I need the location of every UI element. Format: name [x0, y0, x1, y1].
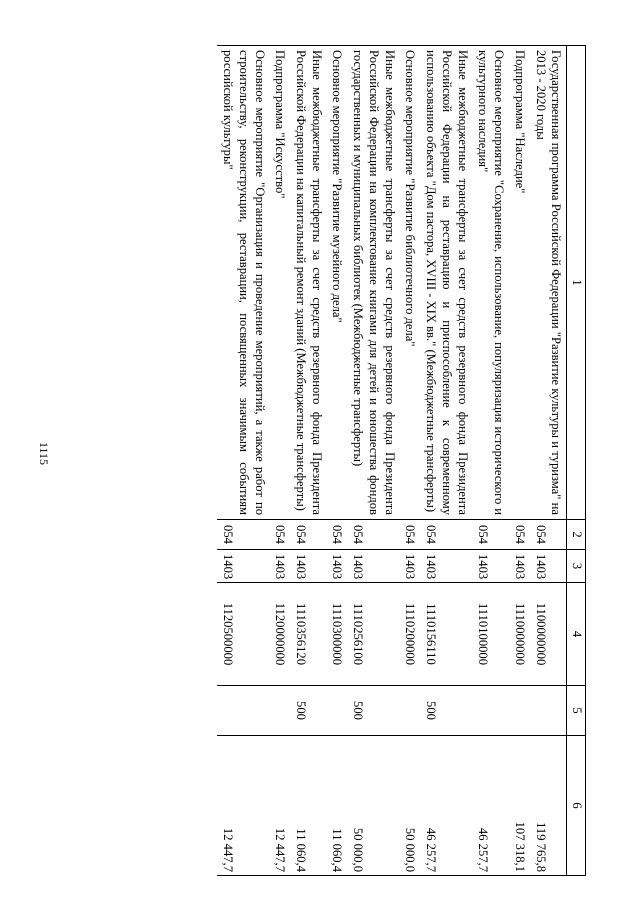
- table-row: [270, 46, 291, 876]
- expense-type-code: [400, 686, 421, 736]
- table-header-row: [567, 46, 586, 876]
- expense-type-code: 500: [290, 686, 326, 736]
- section-code: 1403: [530, 550, 567, 583]
- section-code: 1403: [327, 550, 348, 583]
- amount: 11 060,4: [290, 736, 326, 876]
- section-code: 1403: [270, 550, 291, 583]
- expense-type-code: 500: [420, 686, 472, 736]
- table-row: [217, 46, 269, 876]
- ministry-code: 054: [217, 520, 269, 550]
- target-article-code: 1110100000: [473, 583, 509, 686]
- page-number: 1115: [37, 441, 52, 466]
- header-col-6: 6: [567, 736, 586, 876]
- header-col-2: 2: [567, 520, 586, 550]
- ministry-code: 054: [400, 520, 421, 550]
- section-code: 1403: [400, 550, 421, 583]
- table-row: [347, 46, 399, 876]
- expense-type-code: [530, 686, 567, 736]
- table-row: [473, 46, 509, 876]
- amount: 11 060,4: [327, 736, 348, 876]
- ministry-code: 054: [530, 520, 567, 550]
- section-code: 1403: [347, 550, 399, 583]
- target-article-code: 1110200000: [400, 583, 421, 686]
- amount: 12 447,7: [270, 736, 291, 876]
- amount: 107 318,1: [509, 736, 530, 876]
- ministry-code: 054: [327, 520, 348, 550]
- target-article-code: 1120000000: [270, 583, 291, 686]
- table-body: [217, 46, 566, 876]
- section-code: 1403: [290, 550, 326, 583]
- ministry-code: 054: [420, 520, 472, 550]
- ministry-code: 054: [509, 520, 530, 550]
- header-col-3: 3: [567, 550, 586, 583]
- row-name: Основное мероприятие "Сохранение, использование, популяризация исторического и культурного наследия": [473, 46, 509, 520]
- target-article-code: 1100000000: [530, 583, 567, 686]
- table-row: [530, 46, 567, 876]
- expense-type-code: [270, 686, 291, 736]
- table-row: [290, 46, 326, 876]
- amount: 46 257,7: [473, 736, 509, 876]
- section-code: 1403: [217, 550, 269, 583]
- expense-type-code: [473, 686, 509, 736]
- expense-type-code: 500: [347, 686, 399, 736]
- amount: 46 257,7: [420, 736, 472, 876]
- section-code: 1403: [420, 550, 472, 583]
- target-article-code: 1110300000: [327, 583, 348, 686]
- expense-type-code: [327, 686, 348, 736]
- row-name: Основное мероприятие "Развитие музейного дела": [327, 46, 348, 520]
- target-article-code: 1110156110: [420, 583, 472, 686]
- budget-table: [217, 45, 586, 876]
- target-article-code: 1110000000: [509, 583, 530, 686]
- row-name: Иные межбюджетные трансферты за счет средств резервного фонда Президента Российской Федерации на комплектование книгами для детей и юношества фондов государственных и муниципальных библиотек (Межбюджетные трансферты): [347, 46, 399, 520]
- ministry-code: 054: [290, 520, 326, 550]
- expense-type-code: [509, 686, 530, 736]
- row-name: Государственная программа Российской Федерации "Развитие культуры и туризма" на 2013 - 2020 годы: [530, 46, 567, 520]
- target-article-code: 1110256100: [347, 583, 399, 686]
- row-name: Иные межбюджетные трансферты за счет средств резервного фонда Президента Российской Федерации на капитальный ремонт зданий (Межбюджетные трансферты): [290, 46, 326, 520]
- table-row: [420, 46, 472, 876]
- ministry-code: 054: [347, 520, 399, 550]
- section-code: 1403: [509, 550, 530, 583]
- table-row: [327, 46, 348, 876]
- amount: 50 000,0: [347, 736, 399, 876]
- row-name: Подпрограмма "Искусство": [270, 46, 291, 520]
- amount: 119 765,8: [530, 736, 567, 876]
- row-name: Иные межбюджетные трансферты за счет средств резервного фонда Президента Российской Федерации на реставрацию и приспособление к современному использованию объекта "Дом пастора, XVIII - XIX вв." (Межбюджетные трансферты): [420, 46, 472, 520]
- amount: 50 000,0: [400, 736, 421, 876]
- header-col-5: 5: [567, 686, 586, 736]
- row-name: Основное мероприятие "Развитие библиотечного дела": [400, 46, 421, 520]
- table-row: [509, 46, 530, 876]
- target-article-code: 1120500000: [217, 583, 269, 686]
- amount: 12 447,7: [217, 736, 269, 876]
- target-article-code: 1110356120: [290, 583, 326, 686]
- ministry-code: 054: [473, 520, 509, 550]
- header-col-1: 1: [567, 46, 586, 520]
- header-col-4: 4: [567, 583, 586, 686]
- expense-type-code: [217, 686, 269, 736]
- ministry-code: 054: [270, 520, 291, 550]
- row-name: Основное мероприятие "Организация и проведение мероприятий, а также работ по строительству, реконструкции, реставрации, посвященных значимым событиям российской культуры": [217, 46, 269, 520]
- row-name: Подпрограмма "Наследие": [509, 46, 530, 520]
- table-row: [400, 46, 421, 876]
- section-code: 1403: [473, 550, 509, 583]
